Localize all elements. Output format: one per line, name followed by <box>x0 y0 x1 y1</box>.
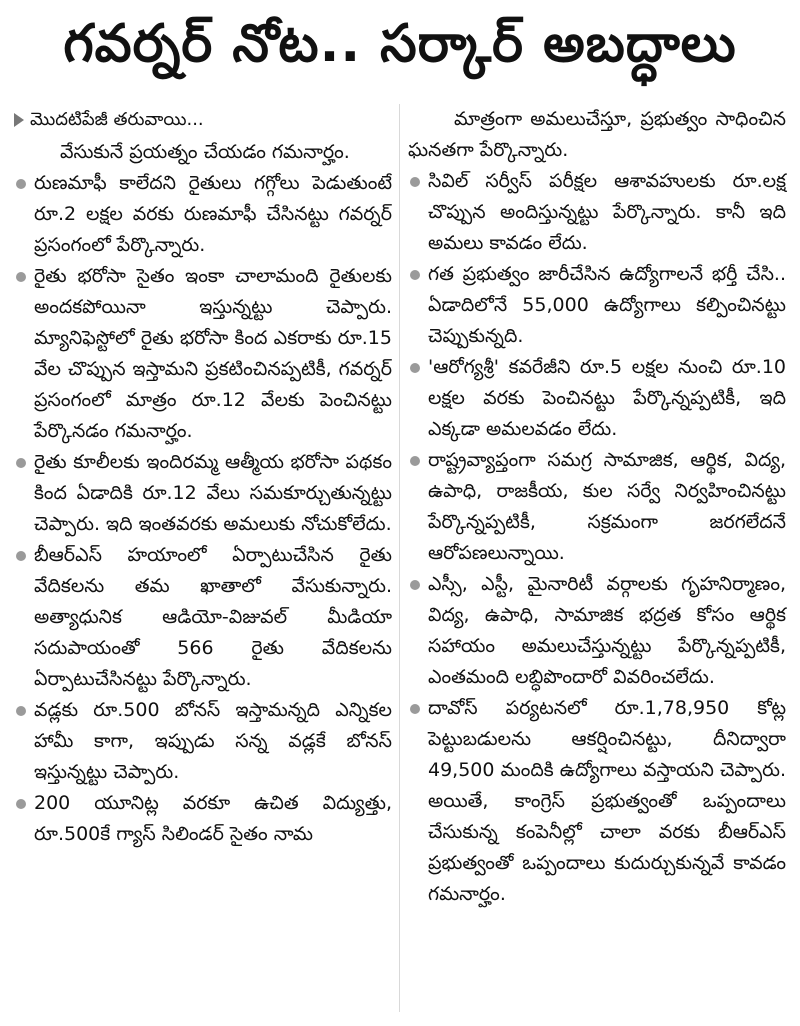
bullet-text: సివిల్ సర్వీస్ పరీక్షల ఆశావహులకు రూ.లక్ష చొప్పున అందిస్తున్నట్టు పేర్కొన్నారు. కానీ ఇది అమలు కావడం లేదు. <box>428 170 786 254</box>
right-bullet-1 <box>408 166 786 259</box>
bullet-dot-icon <box>16 179 26 189</box>
bullet-text: రైతు కూలీలకు ఇందిరమ్మ ఆత్మీయ భరోసా పథకం కింద ఏడాదికి రూ.12 వేలు సమకూర్చుతున్నట్టు చెప్పారు. ఇది ఇంతవరకు అమలుకు నోచుకోలేదు. <box>34 451 392 535</box>
headline: గవర్నర్ నోట.. సర్కార్ అబద్ధాలు <box>63 13 737 74</box>
bullet-dot-icon <box>410 270 420 280</box>
bullet-text: 'ఆరోగ్యశ్రీ' కవరేజీని రూ.5 లక్షల నుంచి రూ.10 లక్షల వరకు పెంచినట్టు పేర్కొన్నప్పటికీ, ఇది ఎక్కడా అమలవడం లేదు. <box>428 356 786 440</box>
bullet-dot-icon <box>410 704 420 714</box>
right-bullet-4 <box>408 445 786 569</box>
arrow-icon <box>14 113 24 127</box>
right-intro-paragraph: మాత్రంగా అమలుచేస్తూ, ప్రభుత్వం సాధించిన ఘనతగా పేర్కొన్నారు. <box>408 108 786 161</box>
bullet-text: రాష్ట్రవ్యాప్తంగా సమగ్ర సామాజిక, ఆర్థిక, విద్య, ఉపాధి, రాజకీయ, కుల సర్వే నిర్వహించినట్టు పేర్కొన్నప్పటికీ, సక్రమంగా జరగలేదనే ఆరోపణలున్నాయి. <box>428 449 786 564</box>
left-bullet-3 <box>14 447 392 540</box>
bullet-text: దావోస్ పర్యటనలో రూ.1,78,950 కోట్ల పెట్టుబడులను ఆకర్షించినట్టు, దీనిద్వారా 49,500 మందికి ఉద్యోగాలు వస్తాయని చెప్పారు. అయితే, కాంగ్రెస్ ప్రభుత్వంతో ఒప్పందాలు చేసుకున్న కంపెనీల్లో చాలా వరకు బీఆర్ఎస్ ప్రభుత్వంతో ఒప్పందాలు కుదుర్చుకున్నవే కావడం గమనార్హం. <box>428 697 786 905</box>
bullet-dot-icon <box>16 551 26 561</box>
bullet-dot-icon <box>410 177 420 187</box>
left-bullet-6 <box>14 788 392 850</box>
bullet-text: వడ్లకు రూ.500 బోనస్ ఇస్తామన్నది ఎన్నికల హామీ కాగా, ఇప్పుడు సన్న వడ్లకే బోనస్ ఇస్తున్నట్టు చెప్పారు. <box>34 699 392 783</box>
bullet-dot-icon <box>16 272 26 282</box>
bullet-text: గత ప్రభుత్వం జారీచేసిన ఉద్యోగాలనే భర్తీ చేసి.. ఏడాదిలోనే 55,000 ఉద్యోగాలు కల్పించినట్టు చెప్పుకున్నది. <box>428 263 786 347</box>
bullet-text: ఎస్సీ, ఎస్టీ, మైనారిటీ వర్గాలకు గృహనిర్మాణం, విద్య, ఉపాధి, సామాజిక భద్రత కోసం ఆర్థిక సహాయం అమలుచేస్తున్నట్టు పేర్కొన్నప్పటికీ, ఎంతమంది లబ్ధిపొందారో వివరించలేదు. <box>428 573 786 688</box>
column-divider <box>399 104 400 1012</box>
bullet-dot-icon <box>410 580 420 590</box>
bullet-text: రుణమాఫీ కాలేదని రైతులు గగ్గోలు పెడుతుంటే రూ.2 లక్షల వరకు రుణమాఫీ చేసినట్టు గవర్నర్ ప్రసంగంలో పేర్కొన్నారు. <box>34 172 392 256</box>
left-intro-paragraph: వేసుకునే ప్రయత్నం చేయడం గమనార్హం. <box>60 141 350 163</box>
bullet-dot-icon <box>16 706 26 716</box>
right-bullet-5 <box>408 569 786 693</box>
right-bullet-6 <box>408 693 786 910</box>
bullet-dot-icon <box>410 456 420 466</box>
bullet-text: బీఆర్ఎస్ హయాంలో ఏర్పాటుచేసిన రైతు వేదికలను తమ ఖాతాలో వేసుకున్నారు. అత్యాధునిక ఆడియో-విజువల్ మీడియా సదుపాయంతో 566 రైతు వేదికలను ఏర్పాటుచేసినట్టు పేర్కొన్నారు. <box>34 544 392 690</box>
left-column <box>14 104 392 850</box>
right-bullet-3 <box>408 352 786 445</box>
right-bullet-2 <box>408 259 786 352</box>
continued-marker <box>14 104 392 135</box>
bullet-dot-icon <box>16 799 26 809</box>
bullet-dot-icon <box>410 363 420 373</box>
left-bullet-4 <box>14 540 392 695</box>
bullet-text: 200 యూనిట్ల వరకూ ఉచిత విద్యుత్తు, రూ.500కే గ్యాస్ సిలిండర్ సైతం నామ <box>34 792 392 845</box>
bullet-text: రైతు భరోసా సైతం ఇంకా చాలామంది రైతులకు అందకపోయినా ఇస్తున్నట్టు చెప్పారు. మ్యానిఫెస్టోలో రైతు భరోసా కింద ఎకరాకు రూ.15 వేల చొప్పున ఇస్తామని ప్రకటించినప్పటికీ, గవర్నర్ ప్రసంగంలో మాత్రం రూ.12 వేలకు పెంచినట్టు పేర్కొనడం గమనార్హం. <box>34 265 392 442</box>
continued-label: మొదటిపేజీ తరువాయి... <box>30 109 204 130</box>
left-bullet-5 <box>14 695 392 788</box>
left-bullet-2 <box>14 261 392 447</box>
left-bullet-1 <box>14 168 392 261</box>
bullet-dot-icon <box>16 458 26 468</box>
right-column <box>408 104 786 910</box>
